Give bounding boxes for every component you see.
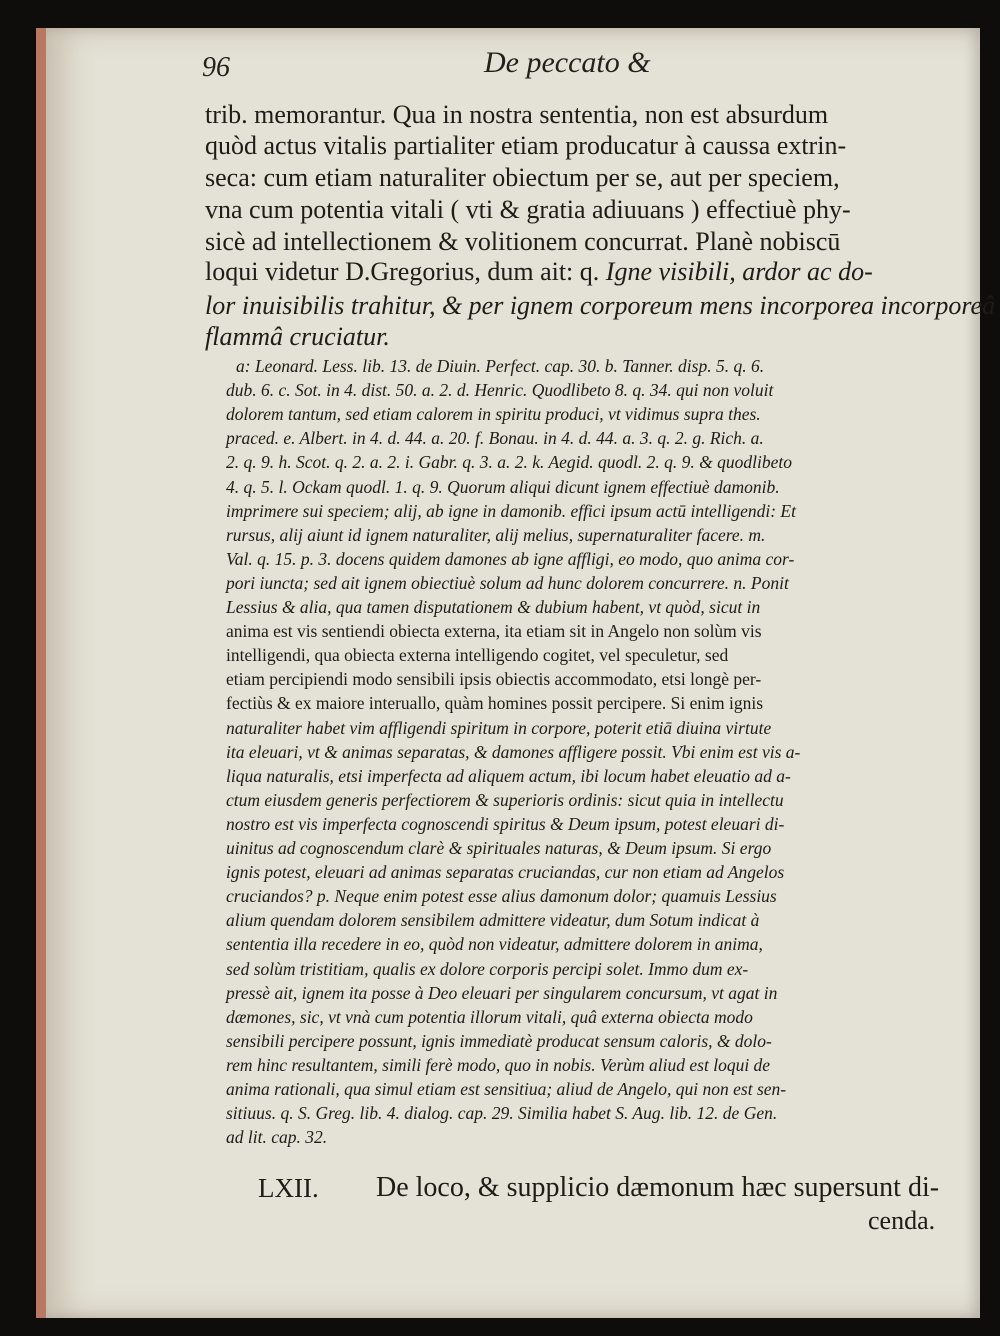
main-text-roman: trib. memorantur. Qua in nostra sententia, non est absurdum bbox=[205, 100, 829, 129]
note-line: liqua naturalis, etsi imperfecta ad aliquem actum, ibi locum habet eleuatio ad a- bbox=[226, 765, 791, 786]
main-text-line bbox=[205, 227, 840, 257]
main-text-line bbox=[205, 131, 846, 161]
main-text-line bbox=[205, 100, 828, 130]
main-text-italic: flammâ cruciatur. bbox=[205, 322, 390, 351]
note-line: 2. q. 9. h. Scot. q. 2. a. 2. i. Gabr. q. 3. a. 2. k. Aegid. quodl. 2. q. 9. & quodlibeto bbox=[226, 452, 792, 473]
main-text-italic: lor inuisibilis trahitur, & per ignem corporeum mens incorporea incorporeâ bbox=[205, 291, 996, 320]
note-line: pressè ait, ignem ita posse à Deo eleuari per singularem concursum, vt agat in bbox=[226, 982, 778, 1003]
page-number: 96 bbox=[202, 52, 230, 83]
note-line: dolorem tantum, sed etiam calorem in spiritu produci, vt vidimus supra thes. bbox=[226, 404, 761, 425]
note-line: a: Leonard. Less. lib. 13. de Diuin. Perfect. cap. 30. b. Tanner. disp. 5. q. 6. bbox=[236, 356, 765, 376]
main-text-roman: loqui videtur D.Gregorius, dum ait: q. bbox=[205, 257, 606, 286]
section-text: De loco, & supplicio dæmonum hæc supersunt di- bbox=[376, 1172, 940, 1203]
note-line: ita eleuari, vt & animas separatas, & damones affligere possit. Vbi enim est vis a- bbox=[226, 741, 801, 762]
note-line: sitiuus. q. S. Greg. lib. 4. dialog. cap. 29. Similia habet S. Aug. lib. 12. de Gen. bbox=[226, 1103, 778, 1124]
main-text-line bbox=[205, 291, 995, 321]
note-line: 4. q. 5. l. Ockam quodl. 1. q. 9. Quorum aliqui dicunt ignem effectiuè damonib. bbox=[226, 476, 780, 497]
note-line: nostro est vis imperfecta cognoscendi spiritus & Deum ipsum, potest eleuari di- bbox=[226, 813, 785, 834]
note-line: Val. q. 15. p. 3. docens quidem damones ab igne affligi, eo modo, quo anima cor- bbox=[226, 548, 795, 569]
note-line: dæmones, sic, vt vnà cum potentia illorum vitali, quâ externa obiecta modo bbox=[226, 1006, 753, 1027]
main-text-roman: seca: cum etiam naturaliter obiectum per se, aut per speciem, bbox=[205, 163, 840, 192]
note-line: imprimere sui speciem; alij, ab igne in damonib. effici ipsum actū intelligendi: Et bbox=[226, 500, 796, 521]
main-text-line bbox=[205, 257, 873, 287]
note-line: dub. 6. c. Sot. in 4. dist. 50. a. 2. d. Henric. Quodlibeto 8. q. 34. qui non voluit bbox=[226, 380, 774, 401]
note-line: rursus, alij aiunt id ignem naturaliter, alij melius, supernaturaliter facere. m. bbox=[226, 524, 766, 545]
section-number: LXII. bbox=[258, 1173, 319, 1203]
note-line: pori iuncta; sed ait ignem obiectiuè solum ad hunc dolorem concurrere. n. Ponit bbox=[226, 572, 789, 593]
note-line: rem hinc resultantem, simili ferè modo, quo in nobis. Verùm aliud est loqui de bbox=[226, 1054, 771, 1075]
note-line: sensibili percipere possunt, ignis immediatè producat sensum caloris, & dolo- bbox=[226, 1030, 772, 1051]
main-text-line bbox=[205, 163, 840, 193]
main-text-roman: sicè ad intellectionem & volitionem concurrat. Planè nobiscū bbox=[205, 227, 841, 256]
main-text-roman: quòd actus vitalis partialiter etiam producatur à caussa extrin- bbox=[205, 131, 847, 160]
main-text-roman: vna cum potentia vitali ( vti & gratia adiuuans ) effectiuè phy- bbox=[205, 195, 851, 224]
note-line: cruciandos? p. Neque enim potest esse alius damonum dolor; quamuis Lessius bbox=[226, 886, 777, 907]
note-line: etiam percipiendi modo sensibili ipsis obiectis accommodato, etsi longè per- bbox=[226, 669, 762, 690]
note-line: anima rationali, qua simul etiam est sensitiua; aliud de Angelo, qui non est sen- bbox=[226, 1079, 787, 1099]
note-line: intelligendi, qua obiecta externa intelligendo cogitet, vel speculetur, sed bbox=[226, 645, 729, 666]
note-line: praced. e. Albert. in 4. d. 44. a. 20. f. Bonau. in 4. d. 44. a. 3. q. 2. g. Rich. a. bbox=[226, 428, 764, 449]
note-line: naturaliter habet vim affligendi spiritum in corpore, poterit etiā diuina virtute bbox=[226, 717, 772, 738]
main-text-italic: Igne visibili, ardor ac do- bbox=[605, 257, 873, 286]
note-line: ad lit. cap. 32. bbox=[226, 1127, 328, 1148]
main-text-line bbox=[205, 195, 851, 225]
note-line: ignis potest, eleuari ad animas separatas cruciandas, cur non etiam ad Angelos bbox=[226, 862, 785, 883]
note-line: uinitus ad cognoscendum clarè & spirituales naturas, & Deum ipsum. Si ergo bbox=[226, 838, 772, 858]
running-head: De peccato & bbox=[484, 46, 651, 79]
section-text-tail: cenda. bbox=[868, 1206, 936, 1235]
note-line: fectiùs & ex maiore interuallo, quàm homines possit percipere. Si enim ignis bbox=[226, 693, 764, 714]
note-line: Lessius & alia, qua tamen disputationem & dubium habent, vt quòd, sicut in bbox=[226, 597, 761, 617]
note-line: anima est vis sentiendi obiecta externa, ita etiam sit in Angelo non solùm vis bbox=[226, 621, 762, 642]
main-text-line bbox=[205, 322, 390, 352]
note-line: sententia illa recedere in eo, quòd non videatur, admittere dolorem in anima, bbox=[226, 934, 763, 955]
note-line: ctum eiusdem generis perfectiorem & superioris ordinis: sicut quia in intellectu bbox=[226, 789, 784, 810]
note-line: alium quendam dolorem sensibilem admittere videatur, dum Sotum indicat à bbox=[226, 910, 760, 931]
note-line: sed solùm tristitiam, qualis ex dolore corporis percipi solet. Immo dum ex- bbox=[226, 958, 749, 979]
